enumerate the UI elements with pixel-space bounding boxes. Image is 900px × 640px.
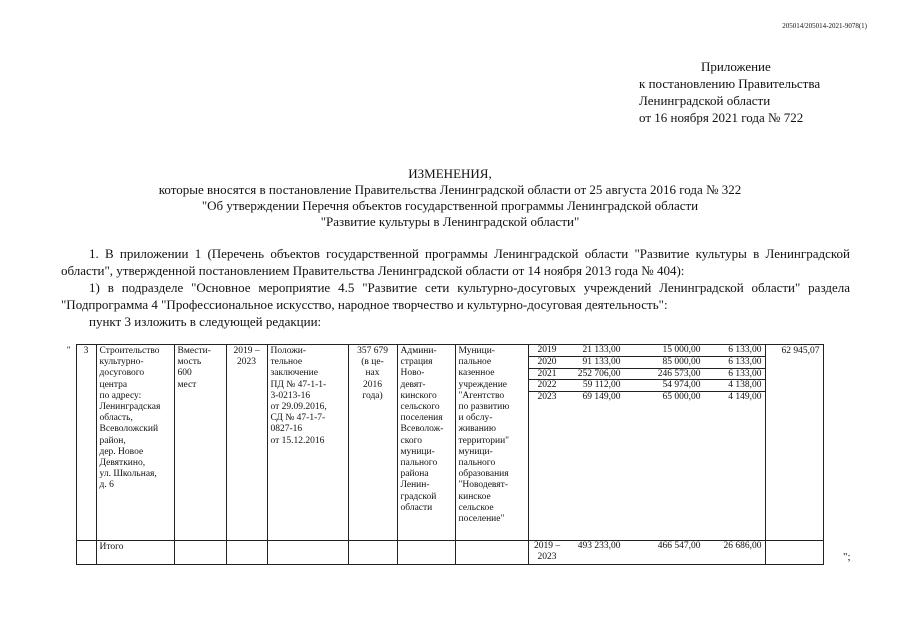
year-total: 59 112,00 <box>566 380 624 392</box>
paragraph-3: пункт 3 изложить в следующей редакции: <box>89 314 322 329</box>
year-row <box>529 368 765 380</box>
year-amount-b: 4 149,00 <box>728 392 762 403</box>
paragraph-1: 1. В приложении 1 (Перечень объектов государственной программы Ленинградской области "Развитие культуры в Ленинградской области", утвержденной постановлением Правительства Ленинградской области от 14 ноября 2013 года № 404): <box>61 246 850 278</box>
year-total: 91 133,00 <box>566 356 624 368</box>
total-row <box>62 541 823 565</box>
total-a: 466 547,00 <box>657 541 701 551</box>
administrator-cell: Админи- страция Ново- девят- кинского сельского поселения Всеволож- ского муници- пального района Ленин- градской области <box>397 345 455 541</box>
appendix-line: Приложение <box>701 59 771 74</box>
document-id: 205014/205014-2021-9078(1) <box>782 22 867 30</box>
total-label: Итого <box>96 541 174 565</box>
year-cell: 2022 <box>529 380 566 392</box>
cost-cell: 357 679 (в це- нах 2016 года) <box>348 345 397 541</box>
appendix-line: Ленинградской области <box>639 93 771 108</box>
paragraph-2: 1) в подразделе "Основное мероприятие 4.5 "Развитие сети культурно-досуговых учреждений Ленинградской области" раздела "Подпрограмма 4 "Профессиональное искусство, народное творчество и культурно-досуговая деятельность": <box>61 280 850 312</box>
year-funding-table <box>529 345 765 403</box>
object-name: Строительство культурно- досугового центра по адресу: Ленинградская область, Всеволожский район, дер. Новое Девяткино, ул. Школьная, д. 6 <box>96 345 174 541</box>
year-row <box>529 345 765 356</box>
total-sum: 493 233,00 <box>577 541 621 551</box>
conclusion-cell: Положи- тельное заключение ПД № 47-1-1- 3-0213-16 от 29.09.2016, СД № 47-1-7- 0827-16 от 15.12.2016 <box>267 345 348 541</box>
last-column-value: 62 945,07 <box>765 345 823 541</box>
funding-by-year <box>528 345 765 541</box>
document-title <box>0 166 900 230</box>
year-amount-a: 85 000,00 <box>639 356 704 368</box>
objects-table <box>62 344 824 565</box>
period-cell: 2019 – 2023 <box>226 345 267 541</box>
year-cell: 2021 <box>529 368 566 380</box>
total-funding-table <box>529 541 765 563</box>
year-total: 21 133,00 <box>566 345 624 356</box>
title-line: которые вносятся в постановление Правительства Ленинградской области от 25 августа 2016 года № 322 <box>158 182 742 197</box>
year-total: 252 706,00 <box>566 368 624 380</box>
document-body <box>61 245 850 330</box>
total-period: 2019 – 2023 <box>533 541 561 562</box>
year-spacer <box>624 345 639 356</box>
year-amount-b: 6 133,00 <box>704 345 765 356</box>
table-row <box>62 345 823 541</box>
year-amount-b: 6 133,00 <box>704 356 765 368</box>
year-amount-a: 65 000,00 <box>662 392 701 403</box>
closing-quote: "; <box>843 551 851 563</box>
year-cell: 2020 <box>529 356 566 368</box>
year-total: 69 149,00 <box>582 392 621 403</box>
year-spacer <box>624 392 639 403</box>
title-line: "Развитие культуры в Ленинградской области" <box>320 214 580 229</box>
title-line: "Об утверждении Перечня объектов государственной программы Ленинградской области <box>201 198 699 213</box>
year-amount-a: 15 000,00 <box>639 345 704 356</box>
customer-cell: Муници- пальное казенное учреждение "Агентство по развитию и обслу- живанию территории" муници- пального образования "Новодевят- кинское сельское поселение" <box>455 345 528 541</box>
year-spacer <box>624 368 639 380</box>
appendix-line: от 16 ноября 2021 года № 722 <box>639 110 804 125</box>
year-cell: 2019 <box>529 345 566 356</box>
total-b: 26 686,00 <box>723 541 762 551</box>
year-spacer <box>624 380 639 392</box>
year-amount-a: 246 573,00 <box>639 368 704 380</box>
year-amount-a: 54 974,00 <box>639 380 704 392</box>
open-quote: " <box>66 345 71 356</box>
year-amount-b: 4 138,00 <box>704 380 765 392</box>
total-funding <box>528 541 765 565</box>
title-line: ИЗМЕНЕНИЯ, <box>408 166 492 181</box>
year-spacer <box>624 356 639 368</box>
capacity-cell: Вмести- мость 600 мест <box>174 345 226 541</box>
year-amount-b: 6 133,00 <box>704 368 765 380</box>
year-cell: 2023 <box>537 392 557 403</box>
row-number: 3 <box>76 345 96 541</box>
appendix-header <box>639 58 820 126</box>
year-row <box>529 380 765 392</box>
year-row <box>529 392 765 403</box>
appendix-line: к постановлению Правительства <box>639 76 821 91</box>
year-row <box>529 356 765 368</box>
